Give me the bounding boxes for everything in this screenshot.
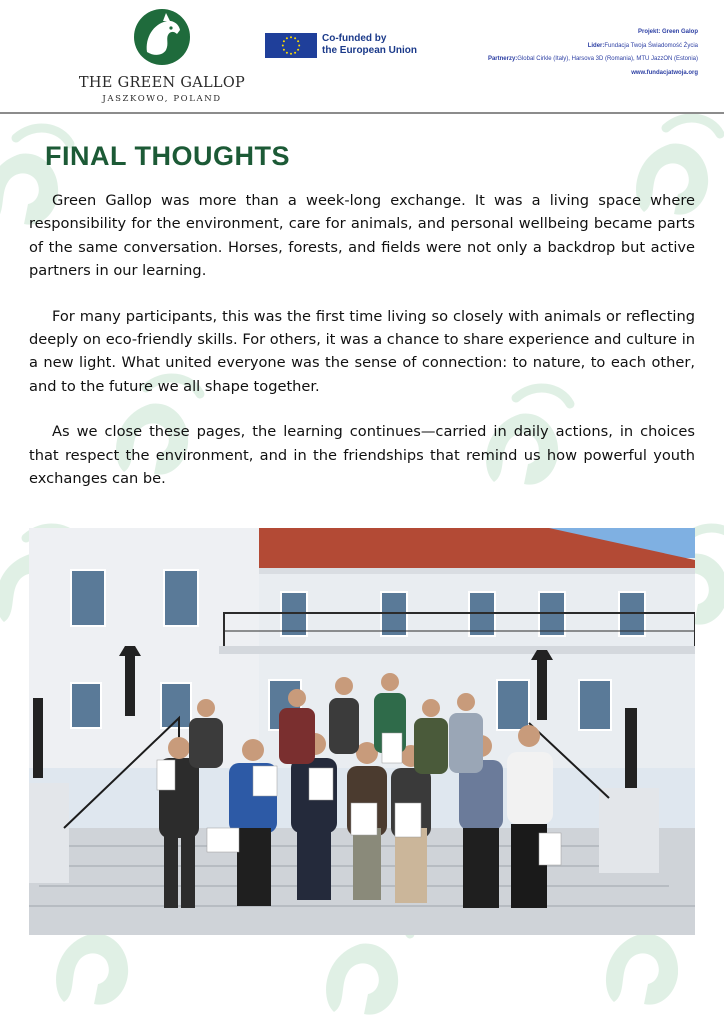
group-photo <box>29 528 695 935</box>
eu-line-1: Co-funded by <box>322 33 387 44</box>
header-divider <box>0 112 724 114</box>
page-title: FINAL THOUGHTS <box>45 141 290 171</box>
project-label: Projekt: Green Galop <box>637 29 698 35</box>
body-text <box>29 189 695 512</box>
eu-line-2: the European Union <box>322 44 417 56</box>
project-info <box>488 26 698 80</box>
paragraph-1: Green Gallop was more than a week-long exchange. It was a living space where responsibility for the environment, care for animals, and personal wellbeing became parts of the same conversation. Horses, forests, and fields were not only a backdrop but active partners in our learning. <box>29 192 695 280</box>
eu-flag-icon <box>265 33 317 58</box>
paragraph-2: For many participants, this was the first time living so closely with animals or reflecting deeply on eco-friendly skills. For others, it was a chance to share experience and culture in a new light. What united everyone was the sense of connection: to nature, to each other, and to the future we all shape together. <box>29 307 695 395</box>
paragraph-3: As we close these pages, the learning continues—carried in daily actions, in choices that respect the environment, and in the friendships that remind us how powerful youth exchanges can be. <box>29 423 695 488</box>
brand-location: JASZKOWO, POLAND <box>102 94 222 104</box>
eu-cofunded-label <box>322 33 417 56</box>
leader-label: Lider: <box>587 42 605 49</box>
partners-value: Global Cirkle (Italy), Harsova 3D (Romania), MTU JazzON (Estonia) <box>517 56 698 62</box>
brand-name: THE GREEN GALLOP <box>78 75 246 91</box>
partners-label: Partnerzy: <box>487 56 518 62</box>
leader-value: Fundacja Twoja Świadomość Życia <box>604 42 698 49</box>
horse-head-logo-icon <box>133 8 191 66</box>
website-link[interactable]: www.fundacjatwoja.org <box>631 69 698 76</box>
group-photo-image <box>29 528 695 935</box>
page-header <box>0 0 724 112</box>
